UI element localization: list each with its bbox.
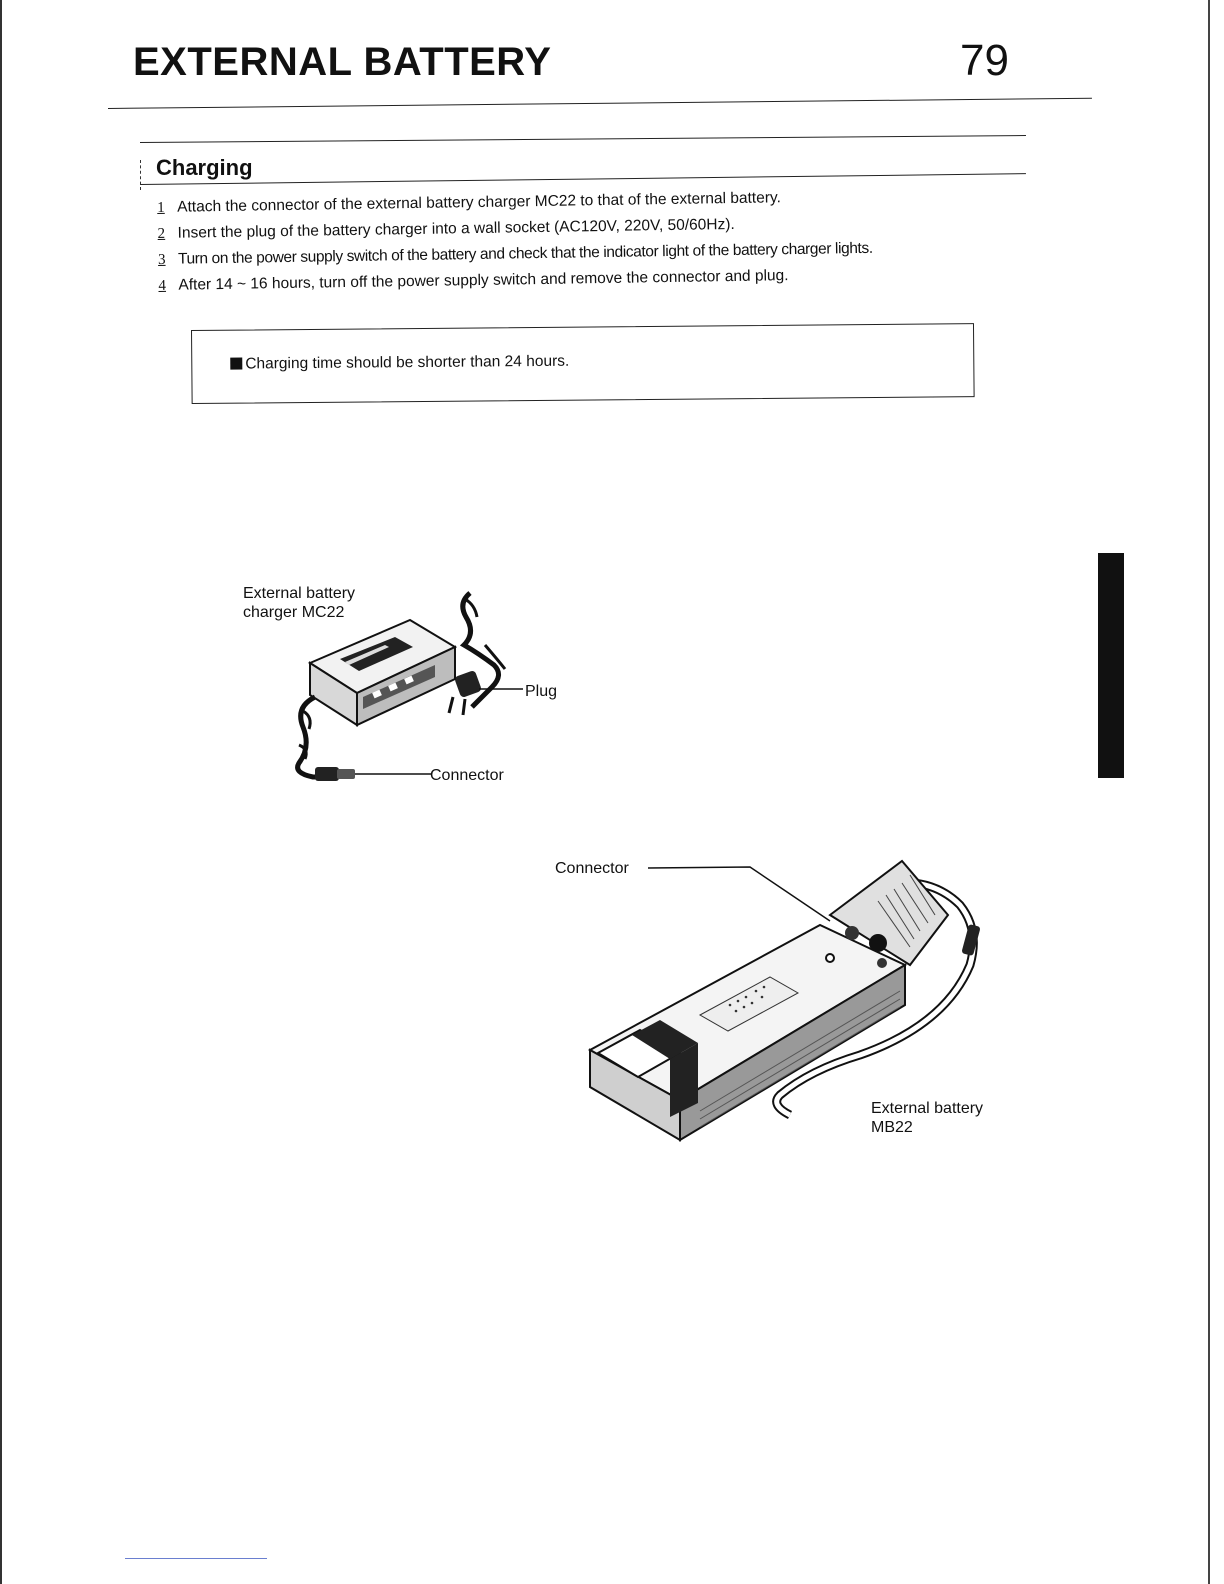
square-bullet-icon	[230, 358, 242, 370]
step-number: 2	[157, 225, 166, 242]
note-box	[191, 323, 975, 404]
step-text: Insert the plug of the battery charger into a wall socket (AC120V, 220V, 50/60Hz).	[177, 215, 735, 242]
charger-label-line2: charger MC22	[243, 604, 345, 621]
charger-connector-label: Connector	[430, 767, 504, 784]
bottom-line	[125, 1558, 267, 1559]
note-text: Charging time should be shorter than 24 hours.	[245, 352, 570, 373]
battery-connector-label: Connector	[555, 860, 629, 877]
section-bottom-rule	[140, 173, 1026, 185]
page-number: 79	[960, 36, 1009, 85]
step-text: Attach the connector of the external battery charger MC22 to that of the external battery.	[177, 189, 781, 216]
battery-label-line2: MB22	[871, 1119, 913, 1136]
charger-plug-label: Plug	[525, 683, 558, 700]
section-heading: Charging	[156, 155, 253, 180]
step-number: 3	[157, 251, 166, 268]
charger-illustration	[285, 585, 535, 795]
side-thumb-tab	[1098, 553, 1124, 778]
header-rule	[108, 98, 1092, 109]
step-number: 4	[158, 277, 167, 294]
step-text: Turn on the power supply switch of the battery and check that the indicator light of the battery charger lights.	[177, 239, 873, 268]
step-number: 1	[157, 199, 165, 216]
page-right-edge	[1208, 0, 1210, 1584]
section-left-tick	[140, 160, 142, 190]
section-top-rule	[140, 135, 1026, 143]
battery-illustration	[580, 855, 1000, 1145]
page-title: EXTERNAL BATTERY	[133, 40, 552, 84]
steps-list	[157, 184, 873, 299]
page-left-edge	[0, 0, 2, 1584]
charger-label-line1: External battery	[243, 585, 356, 602]
battery-label-line1: External battery	[871, 1100, 984, 1117]
note-text-line	[230, 353, 569, 374]
step-text: After 14 ~ 16 hours, turn off the power supply switch and remove the connector and plug.	[178, 267, 789, 294]
